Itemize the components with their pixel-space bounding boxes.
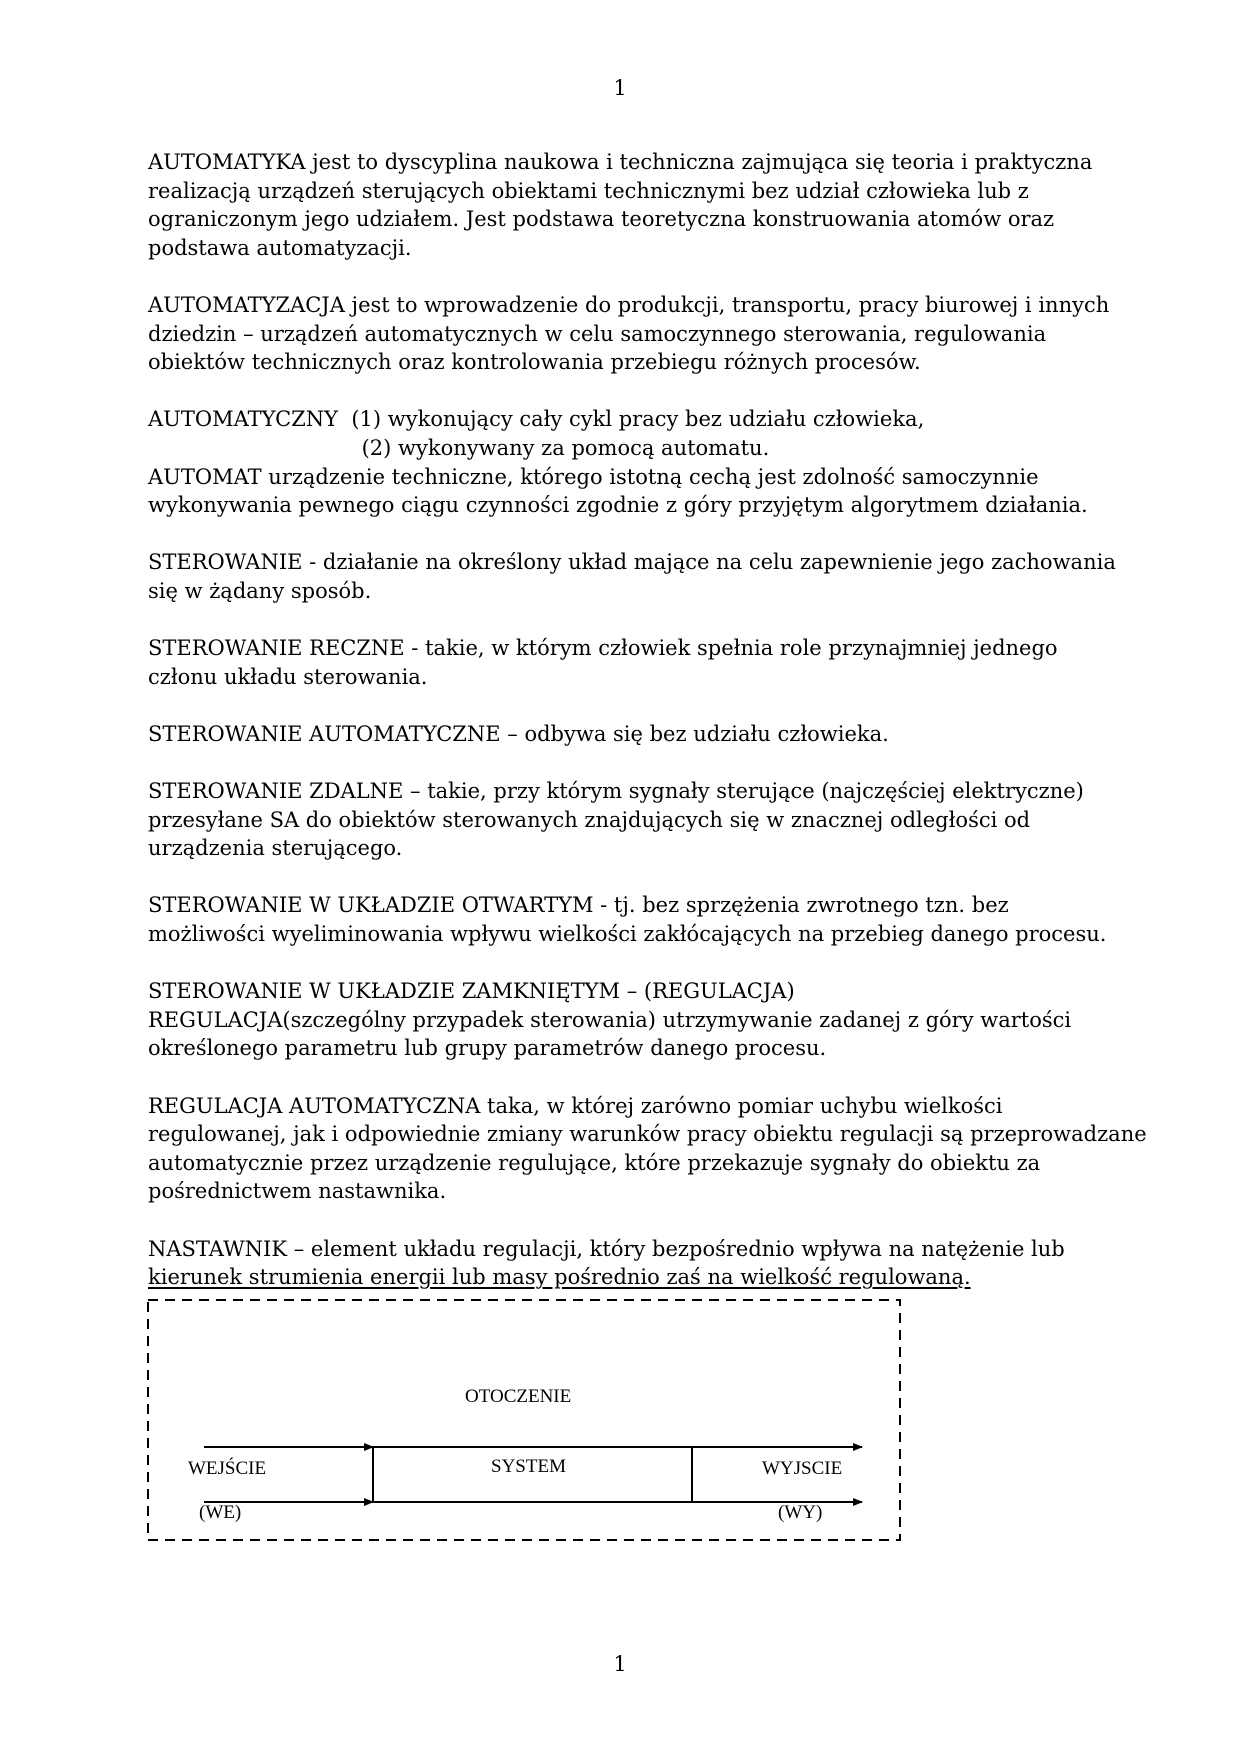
text-line: AUTOMAT urządzenie techniczne, którego istotną cechą jest zdolność samoczynnie: [148, 464, 1039, 489]
text-line: STEROWANIE W UKŁADZIE OTWARTYM - tj. bez sprzężenia zwrotnego tzn. bez: [148, 893, 1009, 918]
input-label: WEJŚCIE: [188, 1458, 267, 1479]
text-line: (2) wykonywany za pomocą automatu.: [148, 435, 770, 460]
text-line: AUTOMATYKA jest to dyscyplina naukowa i techniczna zajmująca się teoria i praktyczna: [148, 150, 1093, 174]
text-line: obiektów technicznych oraz kontrolowania przebiegu różnych procesów.: [148, 350, 921, 375]
paragraph-uklad-otwarty: [148, 891, 1107, 948]
text-line: STEROWANIE AUTOMATYCZNE – odbywa się bez udziału człowieka.: [148, 721, 889, 746]
document-body: [148, 148, 1147, 1292]
text-line: członu układu sterowania.: [148, 664, 428, 689]
paragraph-automatyka: [148, 148, 1096, 262]
paragraph-automatyczny: [148, 405, 1096, 519]
text-line-underlined: kierunek strumienia energii lub masy pośrednio zaś na wielkość regulowaną.: [148, 1265, 971, 1290]
paragraph-sterowanie-reczne: [148, 634, 1096, 691]
text-line: realizacją urządzeń sterujących obiektami technicznymi bez udział człowieka lub z: [148, 178, 1029, 203]
output-label: WYJSCIE: [762, 1458, 843, 1479]
text-line: dziedzin – urządzeń automatycznych w celu samoczynnego sterowania, regulowania: [148, 321, 1047, 346]
text-line: określonego parametru lub grupy parametrów danego procesu.: [148, 1036, 827, 1061]
paragraph-sterowanie-zdalne: [148, 777, 1096, 863]
paragraph-sterowanie: [148, 548, 1116, 605]
page-number-top: 1: [613, 76, 627, 100]
text-line: STEROWANIE RECZNE - takie, w którym człowiek spełnia role przynajmniej jednego: [148, 636, 1058, 661]
text-line: urządzenia sterującego.: [148, 836, 403, 861]
environment-label: OTOCZENIE: [465, 1386, 572, 1407]
text-line: STEROWANIE W UKŁADZIE ZAMKNIĘTYM – (REGULACJA): [148, 979, 795, 1004]
input-abbrev: (WE): [199, 1502, 242, 1523]
text-line: NASTAWNIK – element układu regulacji, który bezpośrednio wpływa na natężenie lub: [148, 1236, 1065, 1261]
page-number-bottom: 1: [613, 1652, 627, 1676]
text-line: regulowanej, jak i odpowiednie zmiany warunków pracy obiektu regulacji są przeprowadzane: [148, 1122, 1147, 1147]
text-line: REGULACJA(szczególny przypadek sterowania) utrzymywanie zadanej z góry wartości: [148, 1007, 1072, 1032]
text-line: pośrednictwem nastawnika.: [148, 1179, 447, 1204]
text-line: STEROWANIE - działanie na określony układ mające na celu zapewnienie jego zachowania: [148, 550, 1116, 575]
paragraph-sterowanie-automatyczne: [148, 720, 1096, 749]
paragraph-nastawnik: [148, 1235, 1096, 1292]
text-line: REGULACJA AUTOMATYCZNA taka, w której zarówno pomiar uchybu wielkości: [148, 1093, 1003, 1118]
text-line: wykonywania pewnego ciągu czynności zgodnie z góry przyjętym algorytmem działania.: [148, 493, 1088, 518]
text-line: podstawa automatyzacji.: [148, 235, 412, 260]
paragraph-regulacja-automatyczna: [148, 1092, 1147, 1206]
text-line: ograniczonym jego udziałem. Jest podstawa teoretyczna konstruowania atomów oraz: [148, 207, 1055, 232]
paragraph-automatyzacja: [148, 291, 1110, 377]
paragraph-uklad-zamkniety: [148, 977, 1096, 1063]
text-line: AUTOMATYZACJA jest to wprowadzenie do produkcji, transportu, pracy biurowej i innych: [148, 292, 1110, 317]
text-line: AUTOMATYCZNY (1) wykonujący cały cykl pracy bez udziału człowieka,: [148, 407, 925, 432]
text-line: możliwości wyeliminowania wpływu wielkości zakłócających na przebieg danego procesu.: [148, 922, 1107, 947]
text-line: przesyłane SA do obiektów sterowanych znajdujących się w znacznej odległości od: [148, 807, 1031, 832]
text-line: STEROWANIE ZDALNE – takie, przy którym sygnały sterujące (najczęściej elektryczne): [148, 779, 1084, 804]
text-line: się w żądany sposób.: [148, 578, 372, 603]
text-line: automatycznie przez urządzenie regulujące, które przekazuje sygnały do obiektu za: [148, 1150, 1041, 1175]
system-label: SYSTEM: [491, 1456, 566, 1477]
output-abbrev: (WY): [778, 1502, 823, 1523]
